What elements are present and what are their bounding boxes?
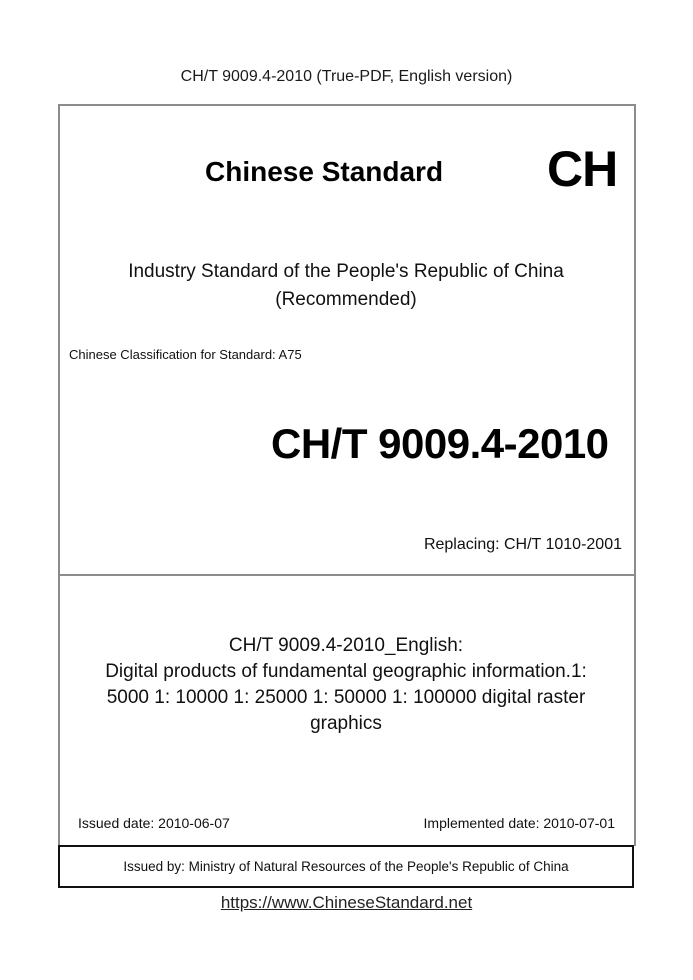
cover-heading: Chinese Standard bbox=[205, 156, 444, 187]
implemented-date: Implemented date: 2010-07-01 bbox=[423, 815, 615, 831]
title-line: Digital products of fundamental geographic information.1: bbox=[105, 661, 587, 682]
replacing-label: Replacing: CH/T 1010-2001 bbox=[423, 536, 622, 553]
title-line: CH/T 9009.4-2010_English: bbox=[228, 635, 464, 656]
industry-line: Industry Standard of the People's Republic of China bbox=[128, 261, 564, 282]
title-line: graphics bbox=[310, 713, 382, 734]
industry-standard-label bbox=[58, 258, 634, 314]
category-mark: CH bbox=[547, 141, 618, 197]
issuer-label: Issued by: Ministry of Natural Resources of the People's Republic of China bbox=[123, 859, 569, 874]
document-title bbox=[58, 633, 634, 737]
title-line: 5000 1: 10000 1: 25000 1: 50000 1: 100000 digital raster bbox=[106, 687, 586, 708]
issued-date: Issued date: 2010-06-07 bbox=[78, 815, 230, 831]
standard-number: CH/T 9009.4-2010 bbox=[271, 420, 609, 467]
section-divider bbox=[58, 574, 634, 576]
classification-label: Chinese Classification for Standard: A75 bbox=[69, 347, 302, 362]
recommended-label: (Recommended) bbox=[275, 289, 417, 310]
document-header-title: CH/T 9009.4-2010 (True-PDF, English version) bbox=[180, 68, 513, 85]
issuer-box bbox=[58, 845, 634, 888]
website-link[interactable]: https://www.ChineseStandard.net bbox=[220, 893, 473, 912]
